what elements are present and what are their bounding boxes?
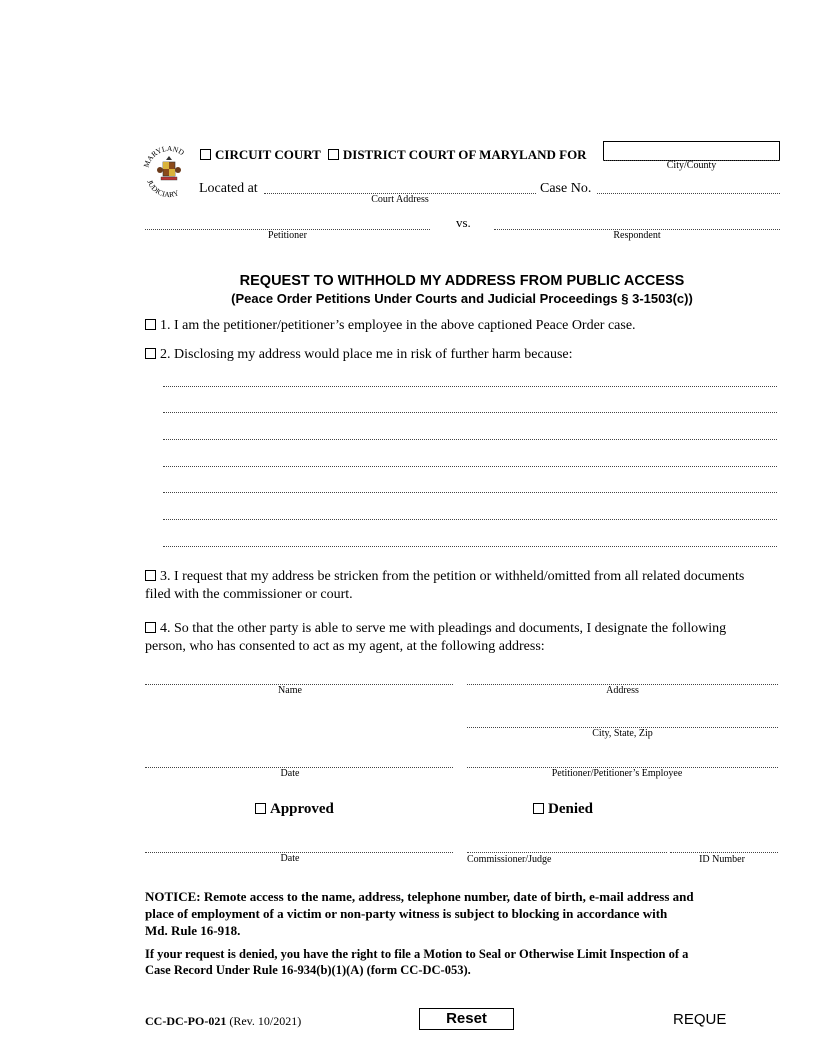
- petitioner-signature-label: Petitioner/Petitioner’s Employee: [551, 768, 683, 779]
- item-3-text-line2: filed with the commissioner or court.: [145, 587, 353, 602]
- request-date-label: Date: [280, 768, 300, 779]
- denied-notice-line-1: If your request is denied, you have the right to file a Motion to Seal or Otherwise Limit Inspection of a: [145, 947, 689, 961]
- located-at-label: Located at: [199, 181, 258, 196]
- vs-label: vs.: [456, 215, 471, 230]
- seal-bottom-text: JUDICIARY: [145, 178, 180, 200]
- item-3-text-line1: 3. I request that my address be stricken from the petition or withheld/omitted from all related documents: [160, 569, 745, 584]
- form-title: REQUEST TO WITHHOLD MY ADDRESS FROM PUBLIC ACCESS: [239, 273, 685, 289]
- running-title: REQUE: [673, 1011, 727, 1028]
- seal-icon: [140, 142, 198, 200]
- item-2-checkbox[interactable]: [145, 348, 156, 359]
- item-2: [145, 346, 573, 364]
- form-number: CC-DC-PO-021: [145, 1014, 227, 1028]
- denied-notice-block: [145, 946, 688, 978]
- item-4: [145, 620, 726, 656]
- circuit-court-label: CIRCUIT COURT: [215, 147, 321, 162]
- notice-block: [145, 888, 694, 939]
- reason-line[interactable]: [163, 492, 777, 493]
- item-1: [145, 317, 636, 335]
- circuit-court-checkbox[interactable]: [200, 149, 211, 160]
- reason-line[interactable]: [163, 546, 777, 547]
- seal-top-text: MARYLAND: [141, 143, 186, 169]
- city-county-field[interactable]: [603, 141, 780, 161]
- denied-checkbox[interactable]: [533, 803, 544, 814]
- case-no-label: Case No.: [540, 181, 592, 196]
- approved-checkbox[interactable]: [255, 803, 266, 814]
- item-4-checkbox[interactable]: [145, 622, 156, 633]
- form-revision: (Rev. 10/2021): [229, 1014, 302, 1028]
- case-number-field[interactable]: [597, 193, 780, 194]
- reason-line[interactable]: [163, 439, 777, 440]
- reason-line[interactable]: [163, 386, 777, 387]
- city-county-label: City/County: [666, 160, 717, 171]
- item-1-checkbox[interactable]: [145, 319, 156, 330]
- commissioner-label: Commissioner/Judge: [467, 854, 552, 865]
- respondent-label: Respondent: [613, 230, 661, 241]
- reset-button[interactable]: Reset: [419, 1008, 514, 1030]
- id-number-field[interactable]: [670, 852, 778, 853]
- reason-line[interactable]: [163, 412, 777, 413]
- item-4-text-line1: 4. So that the other party is able to serve me with pleadings and documents, I designate the following: [160, 621, 727, 636]
- item-3: [145, 568, 744, 604]
- petitioner-label: Petitioner: [268, 230, 307, 241]
- denied-notice-line-2: Case Record Under Rule 16-934(b)(1)(A) (form CC-DC-053).: [145, 963, 471, 977]
- court-selection-row: [200, 147, 587, 163]
- notice-line-1: NOTICE: Remote access to the name, address, telephone number, date of birth, e-mail address and: [145, 889, 694, 904]
- decision-date-label: Date: [280, 853, 300, 864]
- district-court-checkbox[interactable]: [328, 149, 339, 160]
- court-address-label: Court Address: [371, 194, 429, 205]
- denied-option: [533, 801, 593, 818]
- item-1-text: 1. I am the petitioner/petitioner’s employee in the above captioned Peace Order case.: [160, 318, 636, 333]
- agent-city-state-zip-label: City, State, Zip: [592, 728, 653, 739]
- maryland-judiciary-seal: [140, 142, 198, 200]
- commissioner-signature-field[interactable]: [467, 852, 667, 853]
- approved-option: [255, 801, 334, 818]
- agent-name-label: Name: [278, 685, 302, 696]
- notice-line-3: Md. Rule 16-918.: [145, 923, 241, 938]
- id-number-label: ID Number: [699, 854, 745, 865]
- approved-label: Approved: [270, 801, 334, 817]
- reason-line[interactable]: [163, 519, 777, 520]
- district-court-label: DISTRICT COURT OF MARYLAND FOR: [342, 147, 587, 162]
- denied-label: Denied: [548, 801, 593, 817]
- item-2-text: 2. Disclosing my address would place me in risk of further harm because:: [160, 347, 573, 362]
- reason-line[interactable]: [163, 466, 777, 467]
- item-4-text-line2: person, who has consented to act as my agent, at the following address:: [145, 639, 545, 654]
- notice-line-2: place of employment of a victim or non-party witness is subject to blocking in accordance with: [145, 906, 668, 921]
- form-subtitle: (Peace Order Petitions Under Courts and Judicial Proceedings § 3-1503(c)): [231, 291, 693, 306]
- form-id: [145, 1014, 301, 1029]
- item-3-checkbox[interactable]: [145, 570, 156, 581]
- agent-address-label: Address: [606, 685, 639, 696]
